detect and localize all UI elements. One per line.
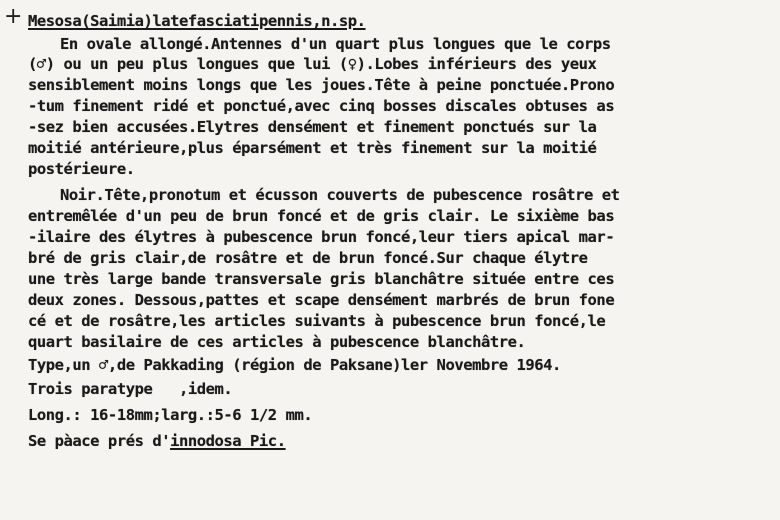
- text-line: -ilaire des élytres à pubescence brun foncé,leur tiers apical mar-: [28, 228, 615, 246]
- text-line: entremêlée d'un peu de brun foncé et de gris clair. Le sixième bas: [28, 207, 615, 225]
- text-line: bré de gris clair,de rosâtre et de brun foncé.Sur chaque élytre: [28, 249, 588, 267]
- paratype-line: Trois paratype ,idem.: [28, 380, 233, 398]
- type-line: Type,un ♂,de Pakkading (région de Paksane)ler Novembre 1964.: [28, 356, 561, 374]
- affinity-line: [28, 432, 286, 451]
- text-line: -sez bien accusées.Elytres densément et finement ponctués sur la: [28, 118, 597, 136]
- text-line: Noir.Tête,pronotum et écusson couverts de pubescence rosâtre et: [60, 186, 620, 204]
- species-title: [28, 12, 366, 31]
- text-line: sensiblement moins longs que les joues.Tête à peine ponctuée.Prono: [28, 76, 615, 94]
- affinity-reference: innodosa Pic.: [170, 432, 286, 450]
- text-line: -tum finement ridé et ponctué,avec cinq bosses discales obtuses as: [28, 97, 615, 115]
- text-line: (♂) ou un peu plus longues que lui (♀).Lobes inférieurs des yeux: [28, 55, 597, 73]
- cross-mark-icon: +: [4, 4, 23, 29]
- text-line: postérieure.: [28, 160, 135, 178]
- measurements-line: Long.: 16-18mm;larg.:5-6 1/2 mm.: [28, 406, 313, 424]
- title-genus: Mesosa(Saimia): [28, 12, 153, 30]
- text-line: une très large bande transversale gris blanchâtre située entre ces: [28, 270, 615, 288]
- text-line: cé et de rosâtre,les articles suivants à pubescence brun foncé,le: [28, 312, 606, 330]
- text-line: En ovale allongé.Antennes d'un quart plus longues que le corps: [60, 35, 611, 53]
- text-line: deux zones. Dessous,pattes et scape densément marbrés de brun fone: [28, 291, 615, 309]
- text-line: quart basilaire de ces articles à pubescence blanchâtre.: [28, 333, 526, 351]
- text-line: moitié antérieure,plus éparsément et très finement sur la moitié: [28, 139, 597, 157]
- title-species: latefasciatipennis,n.sp.: [152, 12, 366, 30]
- affinity-prefix: Se pàace prés d': [28, 432, 171, 450]
